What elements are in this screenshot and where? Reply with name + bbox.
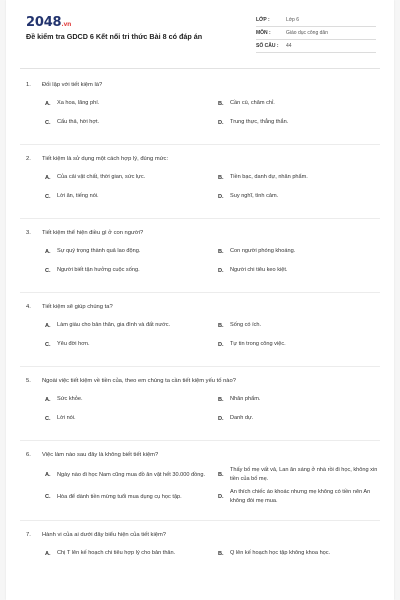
answer-option[interactable] (45, 189, 218, 204)
document-title: Đề kiểm tra GDCD 6 Kết nối tri thức Bài 8 có đáp án (26, 32, 203, 41)
question-item (6, 375, 394, 426)
answer-option[interactable] (45, 244, 218, 259)
answer-option[interactable] (45, 411, 218, 426)
option-text: Lời ăn, tiếng nói. (57, 193, 99, 199)
question-divider (20, 292, 380, 293)
option-letter: D. (218, 267, 224, 274)
question-number: 7. (26, 532, 31, 538)
option-letter: B. (218, 396, 224, 403)
question-text (6, 153, 394, 165)
option-text: Hòa để dành tiền mừng tuổi mua dụng cụ học tập. (57, 493, 182, 500)
answer-option[interactable] (45, 466, 218, 484)
question-stem: Ngoài việc tiết kiệm về tiền của, theo em chúng ta cần tiết kiệm yếu tố nào? (42, 378, 236, 384)
question-number: 2. (26, 156, 31, 162)
question-text (6, 79, 394, 91)
answer-option[interactable] (218, 337, 391, 352)
option-text: Nhân phẩm. (230, 396, 261, 402)
question-item (6, 153, 394, 204)
option-letter: B. (218, 550, 224, 557)
question-divider (20, 218, 380, 219)
question-stem: Tiết kiệm là sử dụng một cách hợp lý, đúng mức: (42, 156, 169, 162)
question-item (6, 529, 394, 561)
question-stem: Tiết kiệm thể hiện điều gì ở con người? (42, 230, 144, 236)
document-page (6, 0, 394, 600)
option-letter: C. (45, 267, 51, 274)
option-text: Của cải vật chất, thời gian, sức lực. (57, 174, 146, 180)
page-header (6, 0, 394, 68)
option-letter: B. (218, 248, 224, 255)
option-text: Tự tin trong công việc. (230, 341, 286, 347)
option-letter: C. (45, 341, 51, 348)
answer-option[interactable] (45, 170, 218, 185)
answer-option[interactable] (45, 392, 218, 407)
answer-option[interactable] (218, 244, 391, 259)
site-logo[interactable] (26, 15, 71, 30)
option-text: An thích chiếc áo khoác nhưng mẹ không có tiền nên An không đòi mẹ mua. (230, 489, 371, 504)
answer-option[interactable] (218, 189, 391, 204)
option-letter: A. (45, 174, 51, 181)
answer-option[interactable] (45, 96, 218, 111)
question-stem: Tiết kiệm sẽ giúp chúng ta? (42, 304, 113, 310)
question-stem: Đối lập với tiết kiệm là? (42, 82, 103, 88)
answer-options (6, 546, 394, 561)
question-stem: Việc làm nào sau đây là không biết tiết kiệm? (42, 452, 159, 458)
question-text (6, 301, 394, 313)
option-letter: D. (218, 193, 224, 200)
option-letter: D. (218, 415, 224, 422)
meta-value: Lớp 6 (286, 17, 300, 23)
option-text: Con người phóng khoáng. (230, 248, 296, 254)
question-stem: Hành vi của ai dưới đây biểu hiện của tiết kiệm? (42, 532, 167, 538)
option-text: Người biết tận hưởng cuộc sống. (57, 267, 140, 273)
meta-label: SỐ CÂU : (256, 43, 279, 49)
question-list (6, 69, 394, 561)
answer-options (6, 170, 394, 204)
option-text: Người chi tiêu keo kiệt. (230, 267, 288, 273)
answer-option[interactable] (218, 263, 391, 278)
option-text: Chị T lên kế hoạch chi tiêu hợp lý cho bản thân. (57, 550, 176, 556)
answer-option[interactable] (218, 466, 391, 484)
meta-row (256, 40, 376, 53)
question-divider (20, 440, 380, 441)
question-item (6, 79, 394, 130)
option-letter: A. (45, 396, 51, 403)
answer-options (6, 96, 394, 130)
question-divider (20, 144, 380, 145)
question-item (6, 449, 394, 506)
option-text: Xa hoa, lãng phí. (57, 100, 100, 106)
option-letter: B. (218, 100, 224, 107)
option-text: Suy nghĩ, tình cảm. (230, 193, 279, 199)
question-number: 3. (26, 230, 31, 236)
option-letter: C. (45, 494, 51, 500)
option-text: Sức khỏe. (57, 396, 83, 402)
answer-option[interactable] (218, 170, 391, 185)
option-letter: C. (45, 415, 51, 422)
question-divider (20, 520, 380, 521)
answer-option[interactable] (45, 115, 218, 130)
question-number: 5. (26, 378, 31, 384)
option-letter: C. (45, 119, 51, 126)
option-text: Trung thực, thẳng thắn. (230, 119, 289, 125)
option-text: Ngày nào đi học Nam cũng mua đồ ăn vặt hết 30.000 đồng. (57, 471, 206, 478)
option-text: Sống có ích. (230, 322, 262, 328)
option-text: Danh dự. (230, 415, 254, 421)
answer-options (6, 318, 394, 352)
meta-table (256, 14, 376, 53)
answer-option[interactable] (45, 546, 218, 561)
answer-option[interactable] (218, 411, 391, 426)
option-text: Làm giàu cho bản thân, gia đình và đất nước. (57, 322, 171, 328)
option-letter: C. (45, 193, 51, 200)
meta-value: 44 (286, 43, 292, 49)
question-text (6, 227, 394, 239)
meta-label: MÔN : (256, 30, 271, 36)
question-text (6, 529, 394, 541)
question-item (6, 301, 394, 352)
option-letter: D. (218, 494, 224, 500)
answer-option[interactable] (218, 96, 391, 111)
question-number: 1. (26, 82, 31, 88)
answer-option[interactable] (218, 546, 391, 561)
answer-options (6, 392, 394, 426)
answer-options (6, 244, 394, 278)
option-letter: B. (218, 322, 224, 329)
option-letter: A. (45, 472, 51, 478)
answer-option[interactable] (45, 318, 218, 333)
question-text (6, 449, 394, 461)
question-number: 6. (26, 452, 31, 458)
option-text: Tiền bạc, danh dự, nhân phẩm. (230, 174, 308, 180)
meta-row (256, 14, 376, 27)
option-text: Sự quý trọng thành quả lao động. (57, 248, 141, 254)
option-letter: A. (45, 322, 51, 329)
option-text: Lời nói. (57, 415, 76, 421)
logo-main: 2048 (26, 15, 62, 30)
answer-option[interactable] (218, 115, 391, 130)
option-letter: A. (45, 550, 51, 557)
option-text: Q lên kế hoạch học tập không khoa học. (230, 550, 331, 556)
meta-row (256, 27, 376, 40)
question-divider (20, 366, 380, 367)
meta-value: Giáo dục công dân (286, 30, 328, 36)
answer-option[interactable] (45, 263, 218, 278)
question-item (6, 227, 394, 278)
answer-option[interactable] (45, 488, 218, 506)
option-text: Cần cù, chăm chỉ. (230, 100, 275, 106)
option-letter: B. (218, 472, 224, 478)
answer-options (6, 466, 394, 506)
answer-option[interactable] (218, 488, 391, 506)
option-letter: A. (45, 248, 51, 255)
logo-tld: .vn (61, 21, 72, 28)
option-text: Yêu đời hơn. (57, 341, 90, 347)
option-text: Cẩu thả, hời hợt. (57, 119, 100, 125)
option-letter: A. (45, 100, 51, 107)
answer-option[interactable] (218, 392, 391, 407)
meta-label: LỚP : (256, 17, 270, 23)
option-text: Thấy bố mẹ vất vả, Lan ăn sáng ở nhà rồi đi học, không xin tiền của bố mẹ. (230, 467, 378, 482)
question-number: 4. (26, 304, 31, 310)
option-letter: B. (218, 174, 224, 181)
answer-option[interactable] (45, 337, 218, 352)
answer-option[interactable] (218, 318, 391, 333)
option-letter: D. (218, 341, 224, 348)
question-text (6, 375, 394, 387)
option-letter: D. (218, 119, 224, 126)
